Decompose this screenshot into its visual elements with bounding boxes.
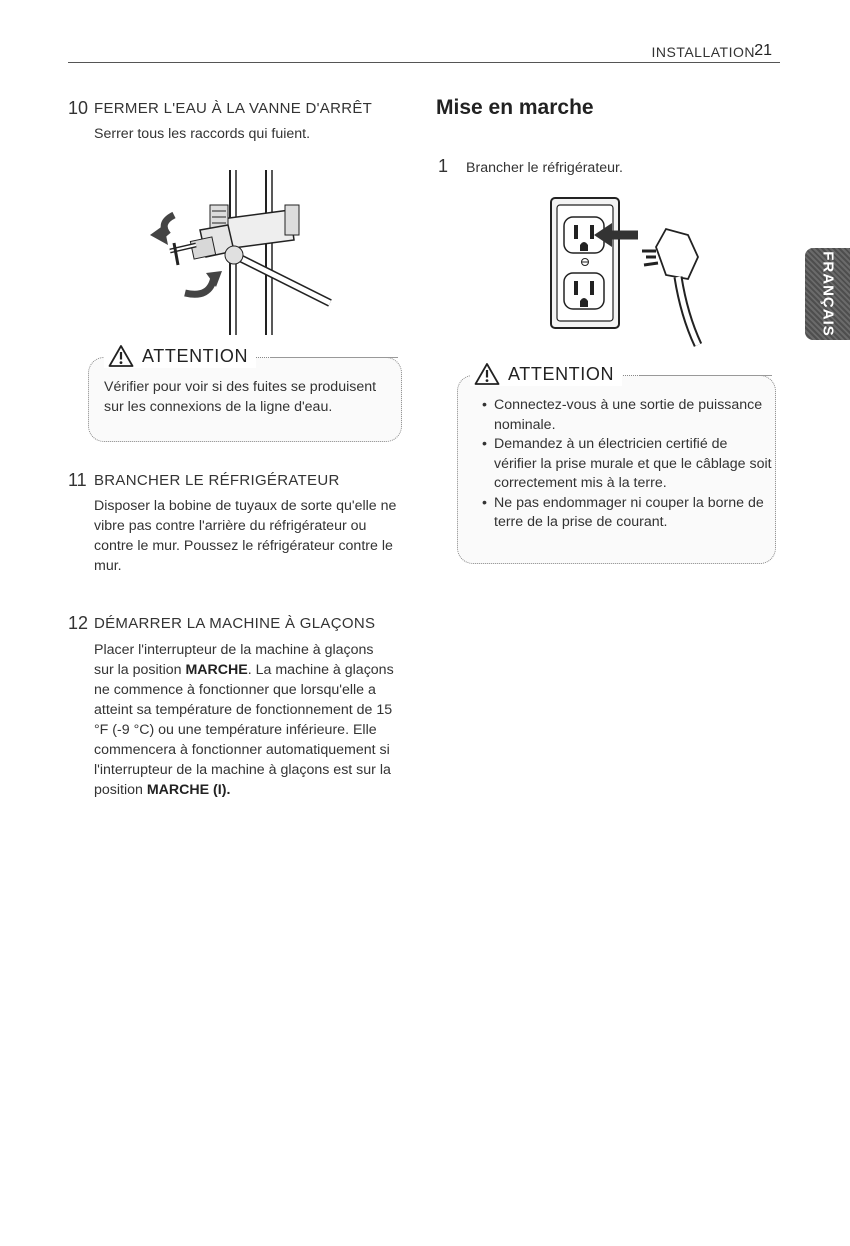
attention-1-text: Vérifier pour voir si des fuites se produisent sur les connexions de la ligne d'eau. [104, 379, 377, 415]
right-step-1-number: 1 [438, 156, 449, 176]
attention-1-header [104, 344, 256, 368]
warning-triangle-icon [474, 362, 500, 386]
step-12-number: 12 [68, 613, 89, 633]
attention-2-header [470, 362, 622, 386]
step-11-number: 11 [68, 470, 87, 490]
step-12-text [94, 640, 394, 800]
section-title: Mise en marche [436, 96, 594, 119]
language-tab-label: FRANÇAIS [819, 251, 836, 337]
step-12-bold-a: MARCHE [185, 662, 248, 678]
step-10-number: 10 [68, 98, 89, 118]
step-11-title: BRANCHER LE RÉFRIGÉRATEUR [94, 472, 340, 489]
outlet-plug-illustration [548, 195, 718, 350]
attention-1-label: ATTENTION [142, 345, 249, 366]
step-12-text-b: . La machine à glaçons ne commence à fonctionner que lorsqu'elle a atteint sa température de fonctionnement de 15 °F (-9 °C) ou une température inférieure. Elle commencera à fonctionner automatiquement si l'interrupteur de la machine à glaçons est sur la position [94, 662, 394, 798]
warning-triangle-icon [108, 344, 134, 368]
step-10-title: FERMER L'EAU À LA VANNE D'ARRÊT [94, 100, 373, 117]
attention-2-item: • Connectez-vous à une sortie de puissance nominale. [482, 396, 772, 435]
page-number: 21 [754, 42, 772, 59]
step-12-text-a: Placer l'interrupteur de la machine à glaçons sur la position [94, 642, 374, 678]
header-section-label: INSTALLATION [651, 44, 755, 60]
step-12-bold-b: MARCHE (I). [146, 782, 231, 798]
attention-1-rule [270, 357, 398, 358]
attention-2-label: ATTENTION [508, 363, 615, 384]
attention-2-list [482, 396, 772, 533]
step-11-text: Disposer la bobine de tuyaux de sorte qu'elle ne vibre pas contre l'arrière du réfrigérateur ou contre le mur. Poussez le réfrigérateur contre le mur. [94, 498, 397, 574]
header-rule [68, 62, 780, 63]
attention-2-rule [640, 375, 772, 376]
attention-2-item: • Ne pas endommager ni couper la borne de terre de la prise de courant. [482, 494, 772, 533]
right-step-1-text: Brancher le réfrigérateur. [466, 160, 623, 176]
step-10-text: Serrer tous les raccords qui fuient. [94, 126, 311, 142]
step-12-title: DÉMARRER LA MACHINE À GLAÇONS [94, 615, 376, 632]
language-tab [805, 248, 850, 340]
water-valve-illustration [130, 165, 345, 340]
attention-2-item: • Demandez à un électricien certifié de vérifier la prise murale et que le câblage soit correctement mis à la terre. [482, 435, 772, 494]
